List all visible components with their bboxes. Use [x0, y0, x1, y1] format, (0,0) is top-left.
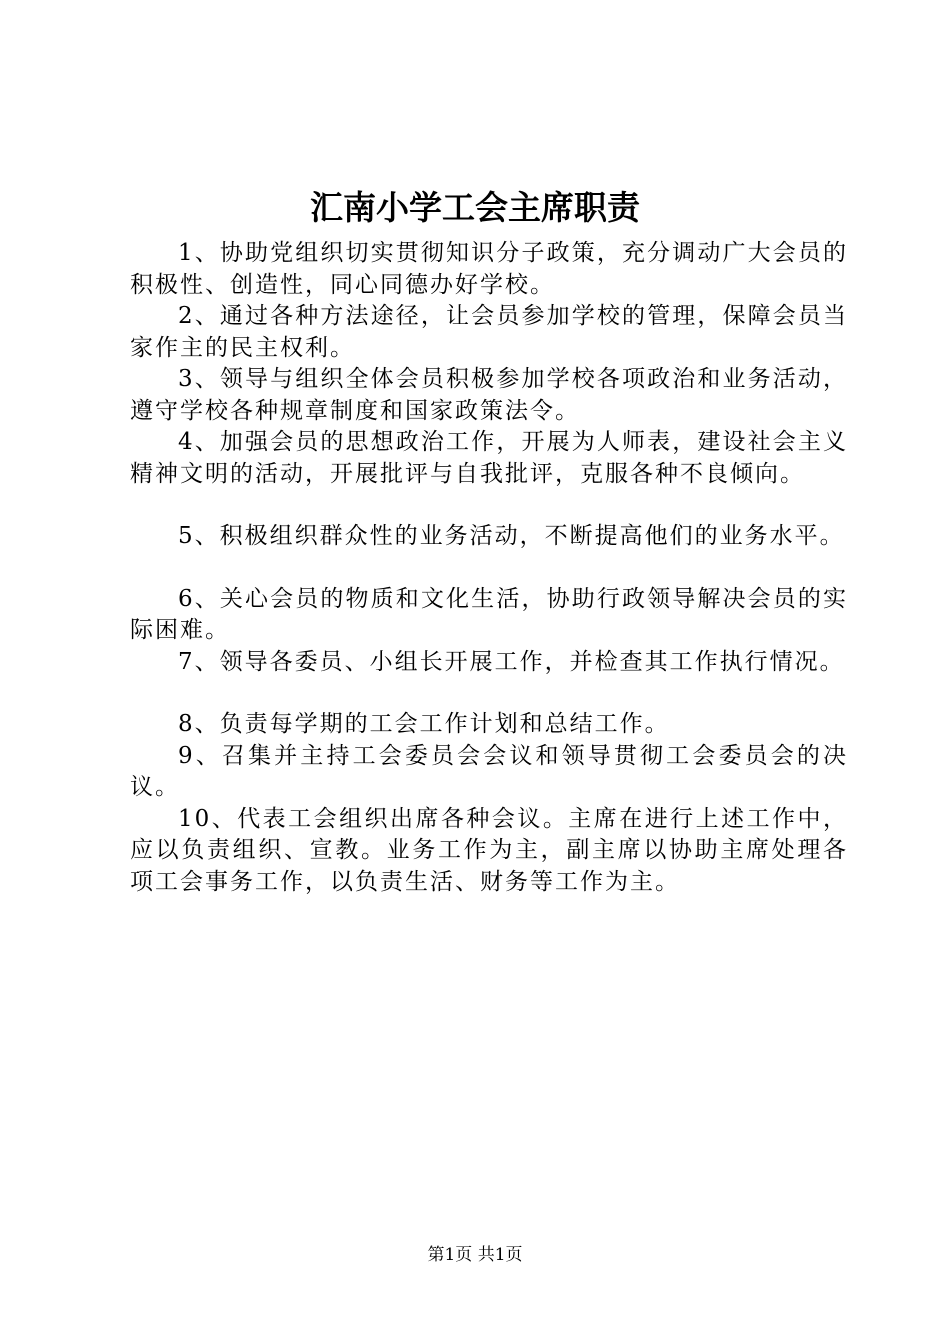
duty-item-10: 10、代表工会组织出席各种会议。主席在进行上述工作中，应以负责组织、宣教。业务工作为主，副主席以协助主席处理各项工会事务工作，以负责生活、财务等工作为主。 — [130, 805, 848, 895]
duty-item-9: 9、召集并主持工会委员会会议和领导贯彻工会委员会的决议。 — [130, 742, 848, 800]
document-body — [130, 238, 848, 898]
duty-item-3: 3、领导与组织全体会员积极参加学校各项政治和业务活动，遵守学校各种规章制度和国家政策法令。 — [130, 366, 848, 424]
page-footer: 第1页 共1页 — [427, 1245, 523, 1265]
duty-item-7: 7、领导各委员、小组长开展工作，并检查其工作执行情况。 — [178, 648, 845, 675]
duty-item-2: 2、通过各种方法途径，让会员参加学校的管理，保障会员当家作主的民主权利。 — [130, 303, 848, 361]
duty-item-4: 4、加强会员的思想政治工作，开展为人师表，建设社会主义精神文明的活动，开展批评与自我批评，克服各种不良倾向。 — [130, 429, 848, 487]
page-title: 汇南小学工会主席职责 — [310, 188, 640, 227]
duty-item-5: 5、积极组织群众性的业务活动，不断提高他们的业务水平。 — [178, 523, 845, 549]
duty-item-8: 8、负责每学期的工会工作计划和总结工作。 — [178, 711, 670, 737]
duty-item-6: 6、关心会员的物质和文化生活，协助行政领导解决会员的实际困难。 — [130, 585, 848, 643]
duty-item-1: 1、协助党组织切实贯彻知识分子政策，充分调动广大会员的积极性、创造性，同心同德办好学校。 — [130, 240, 848, 298]
